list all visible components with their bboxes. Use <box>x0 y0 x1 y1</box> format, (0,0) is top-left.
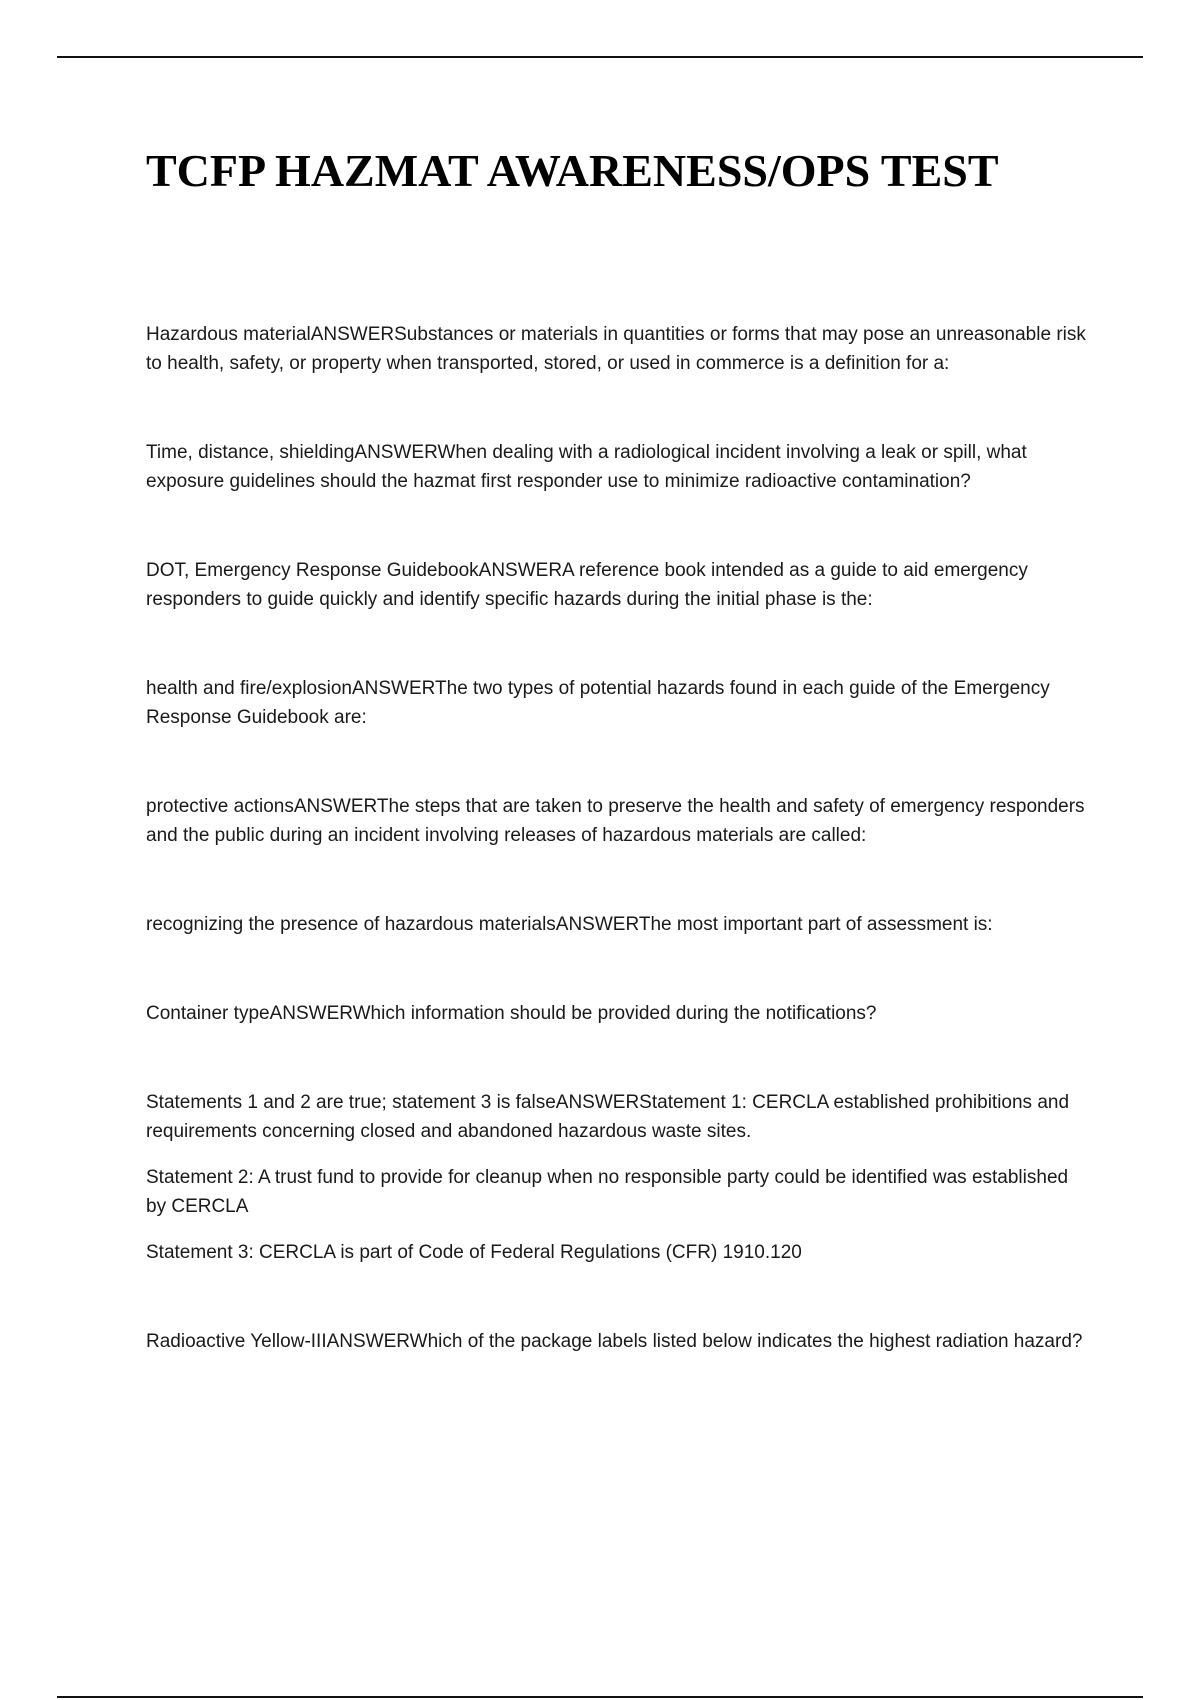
qa-entry-4 <box>146 674 1091 732</box>
document-title: TCFP HAZMAT AWARENESS/OPS TEST <box>146 145 999 196</box>
qa-text: health and fire/explosionANSWERThe two types of potential hazards found in each guide of the Emergency Response Guidebook are: <box>146 678 1050 728</box>
qa-text: Statements 1 and 2 are true; statement 3 is falseANSWERStatement 1: CERCLA established prohibitions and requirements concerning closed and abandoned hazardous waste sites. <box>146 1092 1070 1142</box>
qa-entry-1 <box>146 320 1091 378</box>
qa-entry-5 <box>146 792 1091 850</box>
qa-entry-9 <box>146 1327 1091 1356</box>
qa-text: Radioactive Yellow-IIIANSWERWhich of the package labels listed below indicates the highest radiation hazard? <box>146 1331 1083 1352</box>
qa-entry-7 <box>146 999 1091 1028</box>
qa-text: Container typeANSWERWhich information should be provided during the notifications? <box>146 1003 877 1024</box>
qa-text: recognizing the presence of hazardous materialsANSWERThe most important part of assessment is: <box>146 914 993 935</box>
qa-text-statement-3: Statement 3: CERCLA is part of Code of Federal Regulations (CFR) 1910.120 <box>146 1242 802 1263</box>
qa-entry-2 <box>146 438 1091 496</box>
bottom-rule <box>57 1696 1143 1698</box>
qa-text: Hazardous materialANSWERSubstances or materials in quantities or forms that may pose an unreasonable risk to health, safety, or property when transported, stored, or used in commerce is a definition for a: <box>146 324 1086 374</box>
qa-text: DOT, Emergency Response GuidebookANSWERA reference book intended as a guide to aid emergency responders to guide quickly and identify specific hazards during the initial phase is the: <box>146 560 1028 610</box>
top-rule <box>57 56 1143 58</box>
qa-entry-3 <box>146 556 1091 614</box>
qa-text-statement-2: Statement 2: A trust fund to provide for cleanup when no responsible party could be identified was established by CERCLA <box>146 1167 1069 1217</box>
qa-text: protective actionsANSWERThe steps that are taken to preserve the health and safety of emergency responders and the public during an incident involving releases of hazardous materials are called: <box>146 796 1085 846</box>
qa-entry-6 <box>146 910 1091 939</box>
qa-text: Time, distance, shieldingANSWERWhen dealing with a radiological incident involving a leak or spill, what exposure guidelines should the hazmat first responder use to minimize radioactive contamination? <box>146 442 1027 492</box>
qa-entry-8 <box>146 1088 1091 1267</box>
qa-list <box>146 320 1091 1416</box>
